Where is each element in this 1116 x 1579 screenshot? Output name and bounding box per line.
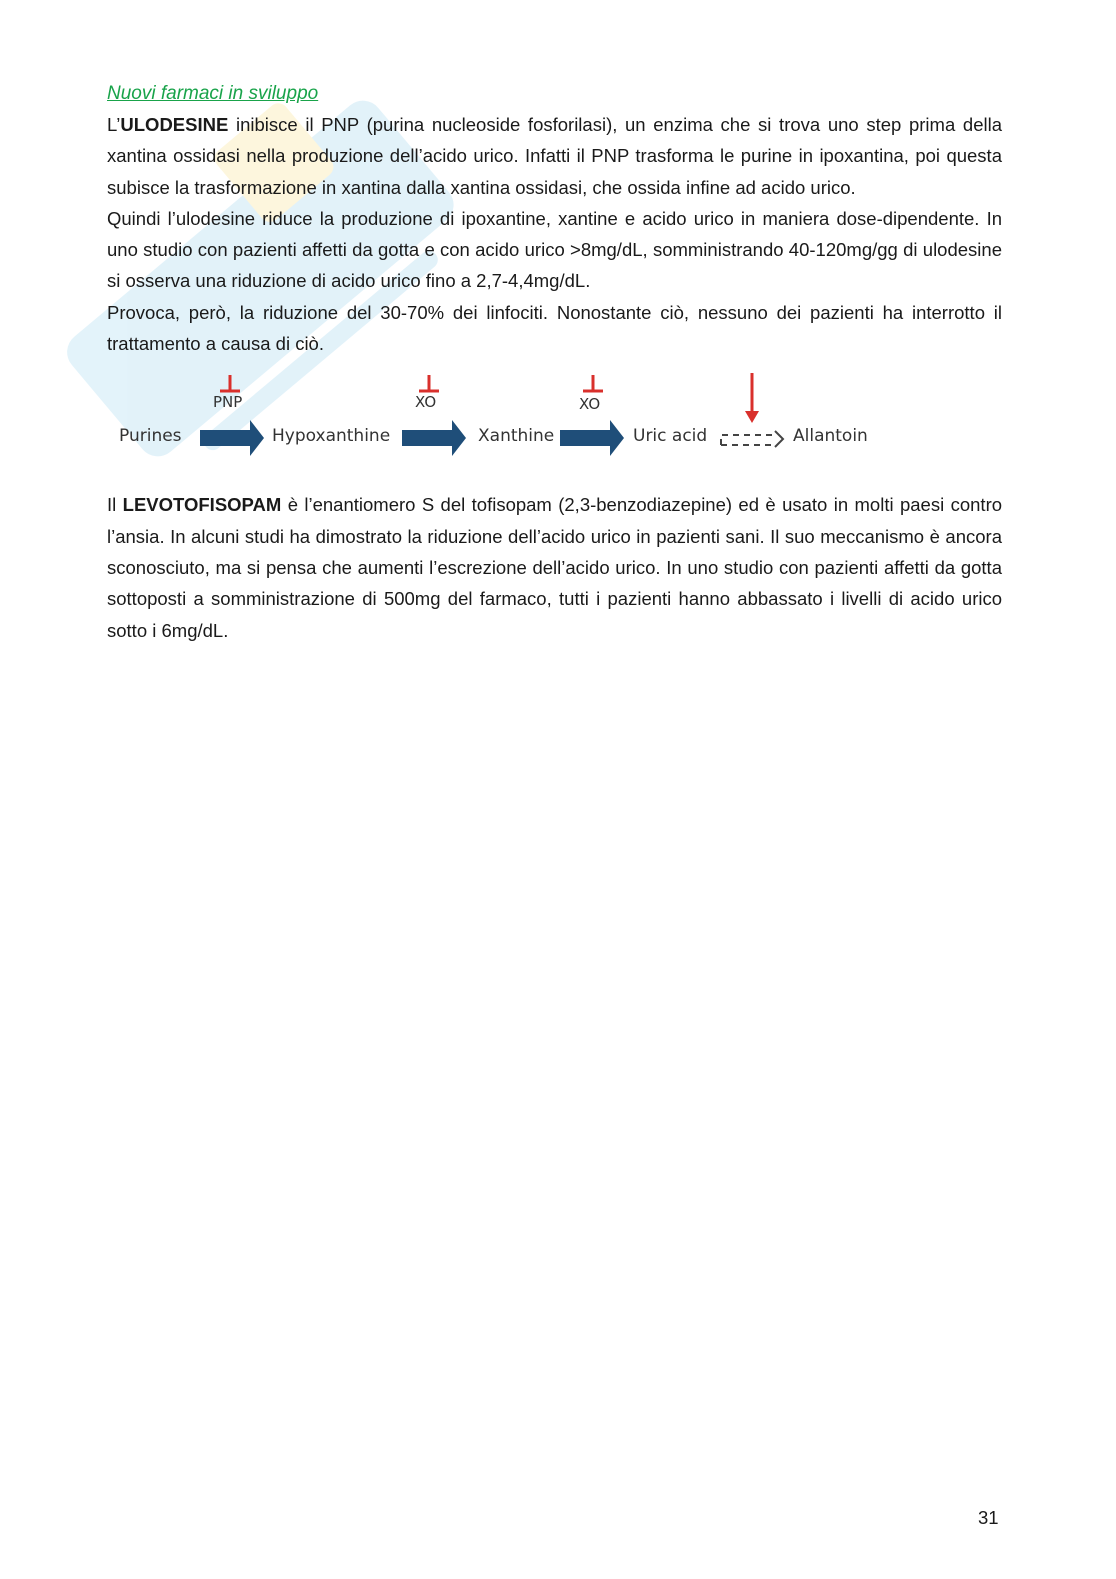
pathway-node: Hypoxanthine [272, 426, 391, 447]
levotofisopam-paragraph: Il LEVOTOFISOPAM è l’enantiomero S del tofisopam (2,3-benzodiazepine) ed è usato in molti paesi contro l’ansia. In alcuni studi ha dimostrato la riduzione dell’acido urico in pazienti sani. Il suo meccanismo è ancora sconosciuto, ma si pensa che aumenti l’escrezione dell’acido urico. In uno studio con pazienti affetti da gotta sottoposti a somministrazione di 500mg del farmaco, tutti i pazienti hanno abbassato i livelli di acido urico sotto i 6mg/dL. [107, 494, 1003, 641]
red-down-arrow [745, 373, 759, 423]
pathway-node: Purines [119, 426, 182, 447]
pathway-node: Uric acid [633, 426, 708, 447]
ulodesine-paragraph-3: Provoca, però, la riduzione del 30-70% dei linfociti. Nonostante ciò, nessuno dei pazienti ha interrotto il trattamento a causa di ciò. [107, 301, 1002, 355]
section-heading: Nuovi farmaci in sviluppo [107, 83, 319, 104]
dashed-arrow [721, 431, 783, 447]
enzyme-label: XO [415, 393, 437, 412]
enzyme-label: PNP [213, 393, 243, 412]
pathway-arrows [107, 361, 1002, 461]
pathway-node: Xanthine [478, 426, 555, 447]
purine-pathway-diagram [107, 361, 1002, 461]
ulodesine-paragraph-1: L’ULODESINE inibisce il PNP (purina nucleoside fosforilasi), un enzima che si trova uno step prima della xantina ossidasi nella produzione dell’acido urico. Infatti il PNP trasforma le purine in ipoxantina, poi questa subisce la trasformazione in xantina dalla xantina ossidasi, che ossida infine ad acido urico. [107, 114, 1002, 198]
page-number: 31 [978, 1507, 999, 1528]
arrow-1 [200, 420, 264, 456]
drug-name-ulodesine: ULODESINE [120, 114, 229, 135]
drug-name-levotofisopam: LEVOTOFISOPAM [122, 494, 282, 516]
page-content [107, 78, 1002, 646]
ulodesine-paragraph-2: Quindi l’ulodesine riduce la produzione di ipoxantine, xantine e acido urico in maniera dose-dipendente. In uno studio con pazienti affetti da gotta e con acido urico >8mg/dL, somministrando 40-120mg/gg di ulodesine si osserva una riduzione di acido urico fino a 2,7-4,4mg/dL. [107, 207, 1002, 292]
enzyme-label: XO [579, 395, 601, 414]
arrow-2 [402, 420, 466, 456]
arrow-3 [560, 420, 624, 456]
pathway-node: Allantoin [793, 426, 868, 447]
